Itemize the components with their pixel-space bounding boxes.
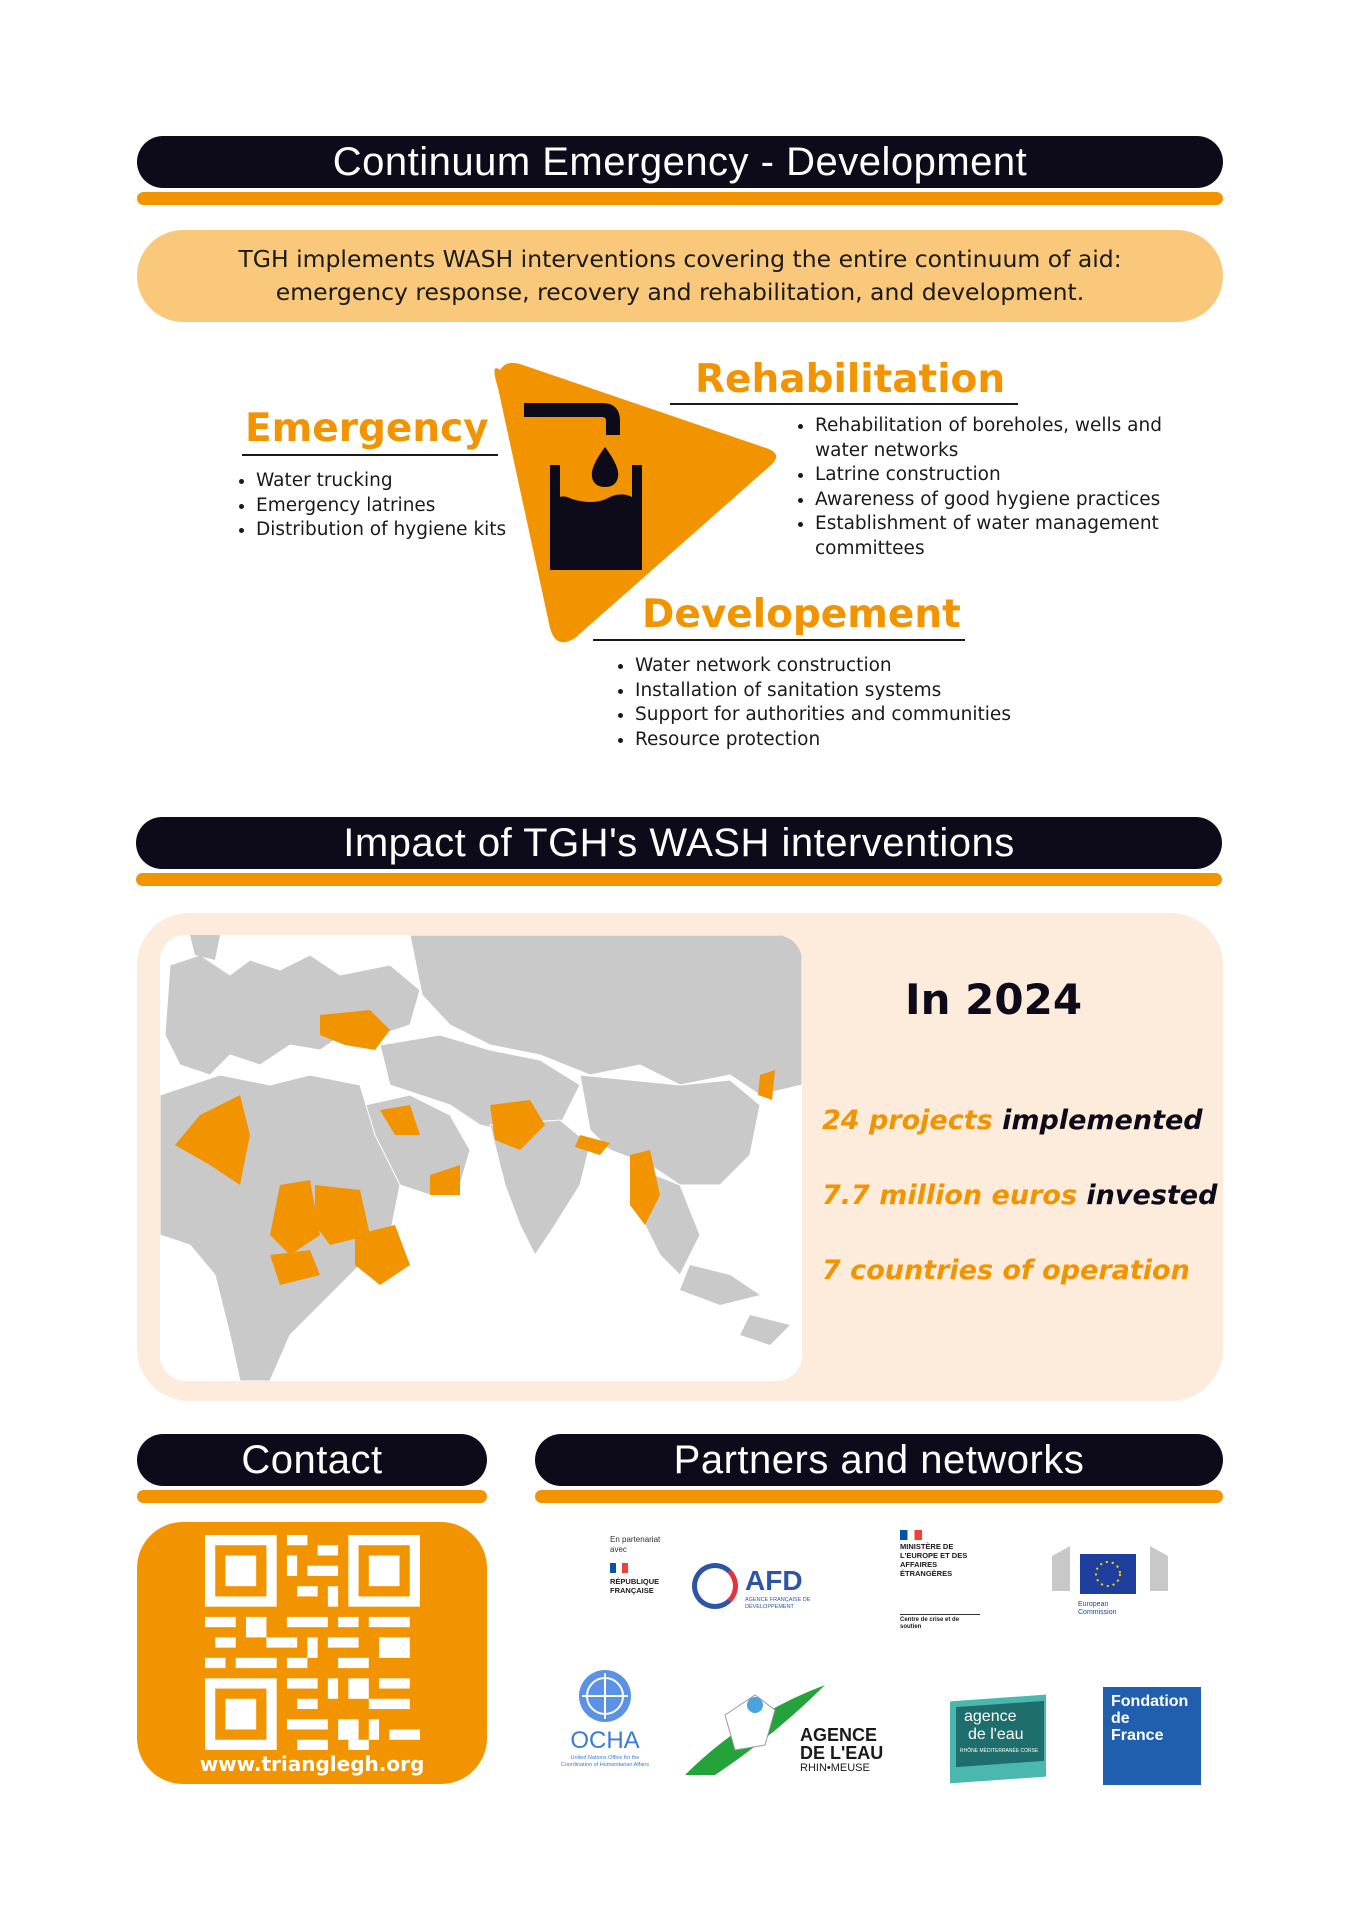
emergency-list xyxy=(232,469,546,543)
contact-underbar xyxy=(137,1490,487,1503)
list-item: • Latrine construction xyxy=(815,463,1205,488)
contact-title: Contact xyxy=(241,1437,383,1482)
list-item: • Establishment of water management committees xyxy=(815,512,1205,561)
french-flag-icon xyxy=(610,1563,628,1573)
stat-euros: 7.7 million euros invested xyxy=(822,1180,1218,1211)
ministere-logo: MINISTÈRE DE L'EUROPE ET DES AFFAIRES ÉTRANGÈRES Centre de crise et de soutien xyxy=(900,1530,1000,1630)
continuum-title-banner xyxy=(137,136,1223,188)
list-item: • Awareness of good hygiene practices xyxy=(815,488,1205,513)
partners-underbar xyxy=(535,1490,1223,1503)
european-commission-logo: European Commission xyxy=(1050,1536,1170,1626)
intro-line-1: TGH implements WASH interventions covering the entire continuum of aid: xyxy=(238,245,1122,273)
list-item: • Resource protection xyxy=(635,728,1055,753)
afd-partner-logo: En partenariat avec RÉPUBLIQUE FRANÇAISE AFD AGENCE FRANÇAISE DE DÉVELOPPEMENT xyxy=(610,1535,811,1610)
contact-title-banner xyxy=(137,1434,487,1486)
agence-eau-rhin-meuse-logo: AGENCE DE L'EAU RHIN•MEUSE xyxy=(685,1675,895,1780)
french-flag-icon xyxy=(900,1530,922,1540)
rehabilitation-list xyxy=(791,414,1205,561)
ocha-logo: OCHA United Nations Office for the Coordination of Humanitarian Affairs xyxy=(560,1665,650,1785)
list-item: • Water network construction xyxy=(635,654,1055,679)
list-item: • Emergency latrines xyxy=(256,494,546,519)
partners-title-banner xyxy=(535,1434,1223,1486)
stat-countries: 7 countries of operation xyxy=(822,1255,1190,1286)
agence-eau-rmc-logo: agence de l'eau RHÔNE MÉDITERRANÉE CORSE xyxy=(950,1698,1050,1786)
rehabilitation-title: Rehabilitation xyxy=(695,357,1006,402)
list-item: • Rehabilitation of boreholes, wells and water networks xyxy=(815,414,1205,463)
qr-code-icon[interactable] xyxy=(205,1535,420,1750)
list-item: • Support for authorities and communities xyxy=(635,703,1055,728)
rehabilitation-rule xyxy=(670,403,1018,405)
development-list xyxy=(611,654,1055,752)
eu-flag-icon xyxy=(1050,1536,1170,1596)
emergency-rule xyxy=(242,454,498,456)
impact-title: Impact of TGH's WASH interventions xyxy=(343,820,1015,865)
fondation-de-france-logo: Fondation de France xyxy=(1103,1687,1201,1785)
impact-underbar xyxy=(136,873,1222,886)
website-link[interactable]: www.trianglegh.org xyxy=(199,1752,425,1776)
intro-line-2: emergency response, recovery and rehabilitation, and development. xyxy=(275,278,1085,306)
afd-circle-icon xyxy=(692,1563,738,1609)
list-item: • Water trucking xyxy=(256,469,546,494)
list-item: • Distribution of hygiene kits xyxy=(256,518,546,543)
un-emblem-icon xyxy=(560,1665,650,1727)
partners-title: Partners and networks xyxy=(673,1437,1085,1482)
impact-year: In 2024 xyxy=(905,975,1083,1024)
list-item: • Installation of sanitation systems xyxy=(635,679,1055,704)
operations-map xyxy=(160,935,802,1381)
map-graphic xyxy=(160,935,802,1381)
continuum-title: Continuum Emergency - Development xyxy=(332,139,1028,184)
emergency-title: Emergency xyxy=(245,406,489,451)
development-rule xyxy=(593,639,965,641)
stat-projects: 24 projects implemented xyxy=(822,1105,1203,1136)
continuum-underbar xyxy=(137,192,1223,205)
development-title: Developement xyxy=(642,592,961,637)
intro-box xyxy=(137,230,1223,322)
impact-title-banner xyxy=(136,817,1222,869)
